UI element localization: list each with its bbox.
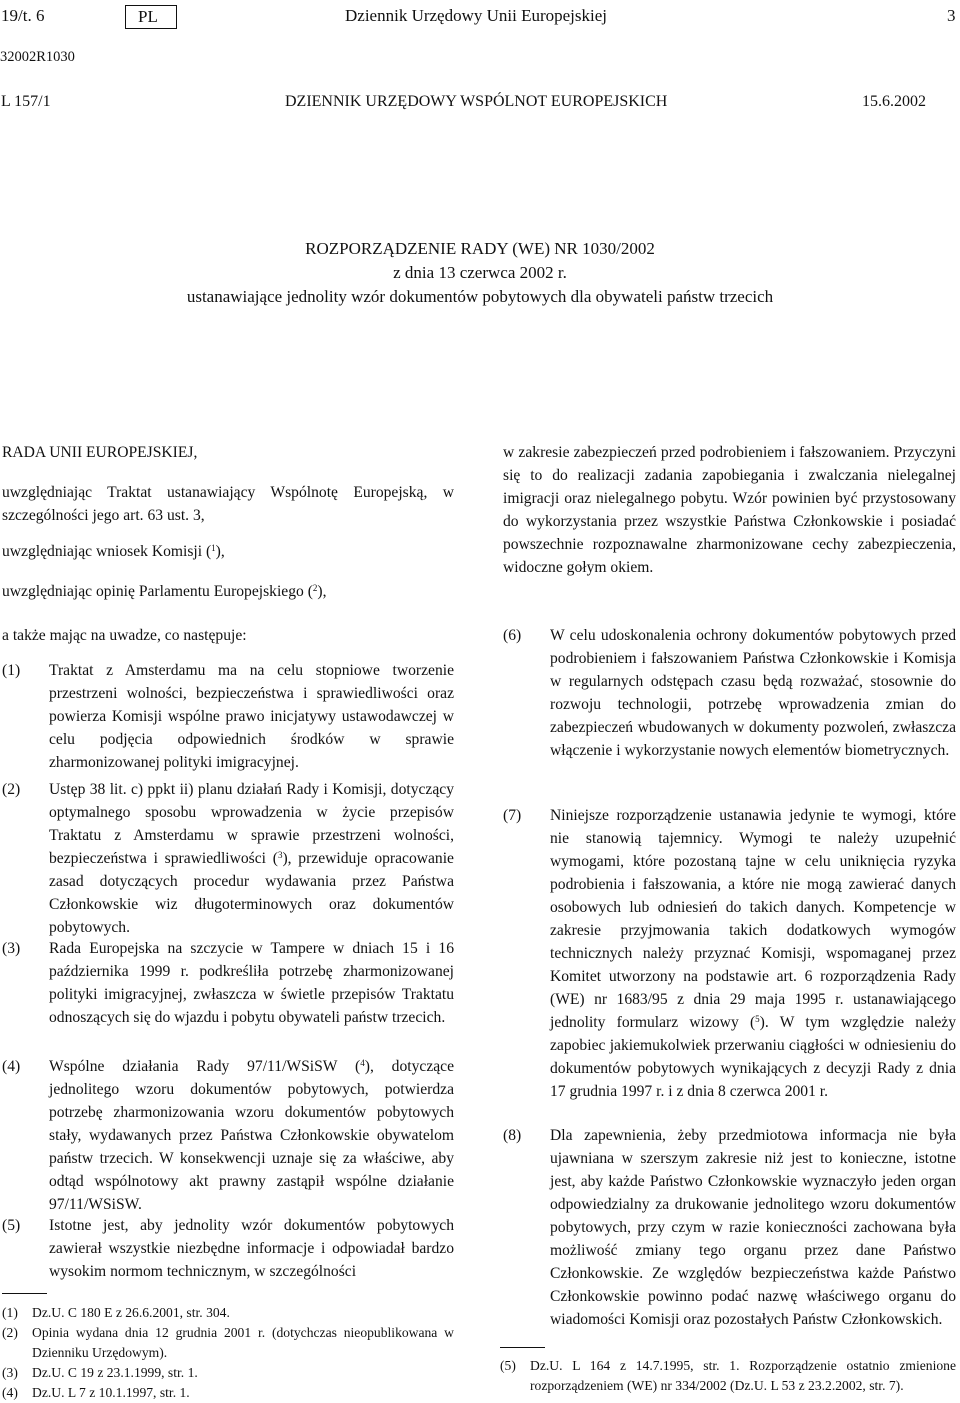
journal-title: Dziennik Urzędowy Unii Europejskiej (345, 6, 608, 25)
oj-date: 15.6.2002 (862, 93, 926, 110)
footnote-text: Dz.U. C 180 E z 26.6.2001, str. 304. (32, 1305, 230, 1320)
page-number: 3 (947, 6, 956, 25)
recital-number: (7) (503, 807, 522, 824)
title-line-2: z dnia 13 czerwca 2002 r. (393, 263, 567, 282)
recital-number: (8) (503, 1127, 522, 1144)
recital-text: Wspólne działania Rady 97/11/WSiSW ($^4$), dotyczące jednolitego wzoru dokumentów pobytowych, potwierdza potrzebę zharmonizowania wzoru dokumentów pobytowych stały, wydawanych przez Państwa Członkowskie obywatelom państw trzecich. W konsekwencji uznaje się za właściwe, aby odtąd wspólnotowy akt prawny zastąpił wspólne działanie 97/11/WSiSW. (49, 1058, 455, 1213)
footnote-text: Dz.U. L 7 z 10.1.1997, str. 1. (32, 1385, 190, 1400)
right-column (500, 0, 956, 1397)
citation-treaty: uwzględniając Traktat ustanawiający Wspólnotę Europejską, w szczególności jego art. 63 ust. 3, (2, 484, 454, 524)
footnotes-right (500, 1356, 956, 1396)
footnote-number: (3) (2, 1365, 18, 1380)
footnote-text: Dz.U. C 19 z 23.1.1999, str. 1. (32, 1365, 198, 1380)
recital-text: Traktat z Amsterdamu ma na celu stopniowe tworzenie przestrzeni wolności, bezpieczeństwa i sprawiedliwości oraz powierza Komisji wspólne prawo inicjatywy ustawodawczej w celu podjęcia odpowiednich środków w sprawie zharmonizowanej polityki imigracyjnej. (49, 662, 454, 771)
footnote-number: (2) (2, 1325, 18, 1340)
oj-issue: L 157/1 (1, 93, 51, 110)
recital-number: (5) (2, 1217, 21, 1234)
recital-number: (1) (2, 662, 21, 679)
footnote (2, 1363, 454, 1383)
recital-3 (2, 937, 454, 1029)
footnote-rule (500, 1347, 545, 1348)
recital-8 (503, 1124, 956, 1331)
recital-text: Istotne jest, aby jednolity wzór dokumentów pobytowych zawierał wszystkie niezbędne informacje i odpowiadał bardzo wysokim normom technicznym, w szczególności (49, 1217, 454, 1280)
recital-number: (3) (2, 940, 21, 957)
footnote-rule (2, 1293, 47, 1294)
recital-7 (503, 804, 956, 1103)
council-heading: RADA UNII EUROPEJSKIEJ, (2, 444, 198, 461)
recital-6 (503, 624, 956, 762)
footnote-number: (4) (2, 1385, 18, 1400)
whereas-intro: a także mając na uwadze, co następuje: (2, 627, 247, 644)
oj-journal-name: DZIENNIK URZĘDOWY WSPÓLNOT EUROPEJSKICH (285, 93, 668, 110)
footnote-text: Dz.U. L 164 z 14.7.1995, str. 1. Rozporządzenie ostatnio zmienione rozporządzeniem (WE) nr 334/2002 (Dz.U. L 53 z 23.2.2002, str. 7). (530, 1358, 956, 1393)
language-code-box: PL (125, 5, 177, 29)
footnote-number: (5) (500, 1358, 516, 1373)
recital-text: W celu udoskonalenia ochrony dokumentów pobytowych przed podrobieniem i fałszowaniem Państwa Członkowskie i Komisja w regularnych odstępach czasu będą rozważać, stosownie do rozwoju technologii, potrzebę wprowadzenia zmian do zabezpieczeń wbudowanych w dokumenty pozwoleń, zwłaszcza włączenie i wykorzystanie nowych elementów biometrycznych. (550, 627, 956, 759)
left-column (2, 0, 455, 1400)
page-reference: 19/t. 6 (1, 6, 45, 25)
footnote (2, 1303, 454, 1323)
recital-5-continued: w zakresie zabezpieczeń przed podrobieniem i fałszowaniem. Przyczyni się to do realizacji zadania zapobiegania i zwalczania nielegalnej imigracji oraz nielegalnego pobytu. Wzór powinien być przystosowany do wykorzystania przez wszystkie Państwa Członkowskie i posiadać powszechnie rozpoznawalne zharmonizowane cechy zabezpieczenia, widoczne gołym okiem. (503, 444, 956, 576)
footnote-number: (1) (2, 1305, 18, 1320)
recital-2 (2, 778, 454, 939)
footnote-text: Opinia wydana dnia 12 grudnia 2001 r. (dotychczas nieopublikowana w Dzienniku Urzędowym). (32, 1325, 454, 1360)
recital-1 (2, 659, 454, 774)
recital-number: (6) (503, 627, 522, 644)
footnote (2, 1323, 454, 1363)
footnote (2, 1383, 454, 1403)
citation-parliament: uwzględniając opinię Parlamentu Europejskiego ($^2$), (2, 583, 327, 600)
title-line-3: ustanawiające jednolity wzór dokumentów pobytowych dla obywateli państw trzecich (186, 287, 774, 306)
recital-number: (2) (2, 781, 21, 798)
recital-text: Rada Europejska na szczycie w Tampere w dniach 15 i 16 października 1999 r. podkreśliła potrzebę zharmonizowanej polityki imigracyjnej, zwłaszcza w świetle przepisów Traktatu odnoszących się do wjazdu i pobytu obywateli państw trzecich. (49, 940, 454, 1026)
recital-text: Dla zapewnienia, żeby przedmiotowa informacja nie była ujawniana w szerszym zakresie niż jest to konieczne, istotne jest, aby każde Państwo Członkowskie wyznaczyło jeden organ odpowiedzialny za drukowanie jednolitego wzoru dokumentów pobytowych, przy czym w razie konieczności zachowana była możliwość zmiany tego organu przez dane Państwo Członkowskie. Ze względów bezpieczeństwa każde Państwo Członkowskie powinno podać nazwę właściwego organu do wiadomości Komisji oraz pozostałych Państw Członkowskich. (550, 1127, 956, 1328)
footnotes-left (2, 1303, 454, 1403)
recital-5 (2, 1214, 454, 1283)
recital-number: (4) (2, 1058, 21, 1075)
title-line-1: ROZPORZĄDZENIE RADY (WE) NR 1030/2002 (305, 239, 655, 258)
recital-4 (2, 1055, 454, 1216)
recital-text: Niniejsze rozporządzenie ustanawia jedynie te wymogi, które nie stanowią tajemnicy. Wymogi te należy uzupełnić wymogami, które pozostaną tajne w celu uniknięcia ryzyka podrobienia i fałszowania, a które nie mogą zawierać danych osobowych lub odniesień do takich danych. Kompetencje w zakresie przyjmowania takich dodatkowych wymogów technicznych należy przyznać Komisji, wspomaganej przez Komitet utworzony na podstawie art. 6 rozporządzenia Rady (WE) nr 1683/95 z dnia 29 maja 1995 r. ustanawiającego jednolity formularz wizowy ($^5$). W tym względzie należy zapobiec jakiemukolwiek przerwaniu ciągłości w odniesieniu do dokumentów pobytowych wynikających z decyzji Rady z dnia 17 grudnia 1997 r. i z dnia 8 czerwca 2001 r. (550, 807, 956, 1100)
recital-text: Ustęp 38 lit. c) ppkt ii) planu działań Rady i Komisji, dotyczący optymalnego sposobu wprowadzenia w życie przepisów Traktatu z Amsterdamu w sprawie przestrzeni wolności, bezpieczeństwa i sprawiedliwości ($^3$), przewiduje opracowanie zasad dotyczących procedur wydawania przez Państwa Członkowskie wiz długoterminowych oraz dokumentów pobytowych. (49, 781, 454, 936)
citation-commission: uwzględniając wniosek Komisji ($^1$), (2, 543, 225, 560)
document-id: 32002R1030 (0, 49, 75, 65)
footnote (500, 1356, 956, 1396)
